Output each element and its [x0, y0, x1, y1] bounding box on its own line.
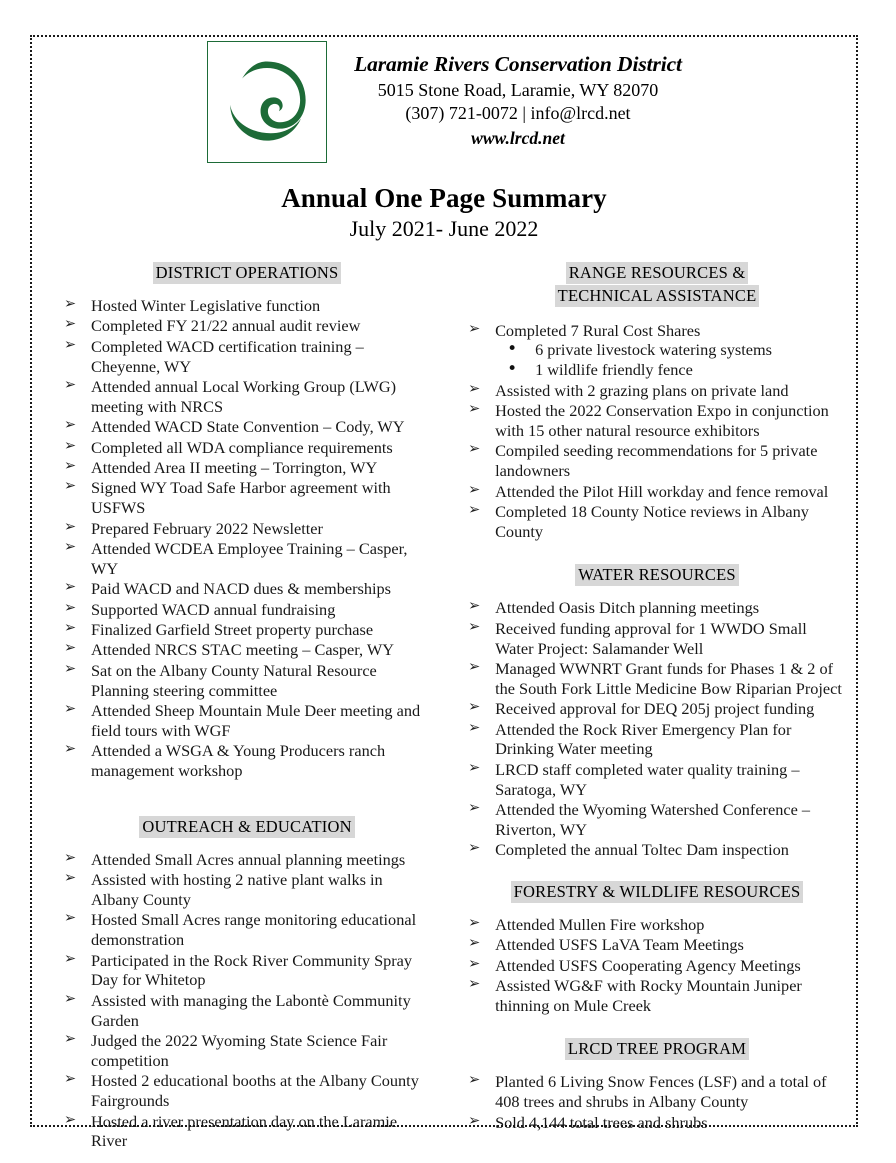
page-subtitle: July 2021- June 2022	[349, 216, 539, 241]
organization-contact-block	[343, 39, 693, 151]
list-item: ➢ Completed the annual Toltec Dam inspection	[466, 840, 848, 860]
list-item: ➢ Received funding approval for 1 WWDO Small Water Project: Salamander Well	[466, 619, 848, 659]
list-item: ➢ Attended USFS Cooperating Agency Meetings	[466, 956, 848, 976]
right-column	[436, 262, 852, 1152]
section-header-district-operations	[62, 262, 432, 283]
list-item: ➢ Hosted the 2022 Conservation Expo in conjunction with 15 other natural resource exhibitors	[466, 401, 848, 441]
list-outreach-education	[62, 850, 432, 1152]
list-item: ➢ Supported WACD annual fundraising	[62, 600, 432, 620]
list-item: ➢ Attended Area II meeting – Torrington, WY	[62, 458, 432, 478]
section-header-range-resources	[466, 262, 848, 308]
section-title: FORESTRY & WILDLIFE RESOURCES	[511, 881, 804, 903]
list-item: ➢ Attended the Pilot Hill workday and fence removal	[466, 482, 848, 502]
section-spacer	[466, 1016, 848, 1038]
section-title-line-2: TECHNICAL ASSISTANCE	[555, 285, 760, 307]
list-item: ➢ Completed FY 21/22 annual audit review	[62, 316, 432, 336]
list-item: ➢ Managed WWNRT Grant funds for Phases 1 & 2 of the South Fork Little Medicine Bow Riparian Project	[466, 659, 848, 699]
list-item: ➢ Attended WACD State Convention – Cody, WY	[62, 417, 432, 437]
list-item: ➢ Attended NRCS STAC meeting – Casper, WY	[62, 640, 432, 660]
list-water-resources	[466, 598, 848, 860]
list-item	[466, 321, 848, 381]
section-title: WATER RESOURCES	[575, 564, 738, 586]
list-item: ➢ Attended Oasis Ditch planning meetings	[466, 598, 848, 618]
list-item: ➢ Assisted with managing the Labontè Community Garden	[62, 991, 432, 1031]
list-item: ➢ Paid WACD and NACD dues & memberships	[62, 579, 432, 599]
section-title-line-1: RANGE RESOURCES &	[566, 262, 749, 284]
organization-website[interactable]: www.lrcd.net	[471, 128, 565, 149]
organization-phone-email: (307) 721-0072 | info@lrcd.net	[405, 103, 631, 124]
list-forestry-wildlife	[466, 915, 848, 1016]
section-header-water-resources	[466, 564, 848, 585]
list-item: ➢ Signed WY Toad Safe Harbor agreement with USFWS	[62, 478, 432, 518]
list-item: ➢ Attended annual Local Working Group (LWG) meeting with NRCS	[62, 377, 432, 417]
title-block	[32, 183, 856, 242]
list-item: ➢ Received approval for DEQ 205j project funding	[466, 699, 848, 719]
list-item: ➢ Hosted 2 educational booths at the Albany County Fairgrounds	[62, 1071, 432, 1111]
list-item: ➢ Attended Mullen Fire workshop	[466, 915, 848, 935]
list-tree-program	[466, 1072, 848, 1132]
sub-list	[495, 340, 848, 380]
section-title: DISTRICT OPERATIONS	[153, 262, 342, 284]
content-columns	[32, 262, 856, 1152]
list-item: ➢ Attended the Rock River Emergency Plan for Drinking Water meeting	[466, 720, 848, 760]
document-page	[30, 35, 858, 1151]
list-item: ➢ Attended Sheep Mountain Mule Deer meeting and field tours with WGF	[62, 701, 432, 741]
organization-name: Laramie Rivers Conservation District	[354, 52, 682, 76]
list-item: ➢ Completed all WDA compliance requirements	[62, 438, 432, 458]
list-range-resources	[466, 321, 848, 542]
swirl-leaf-icon	[221, 56, 313, 148]
organization-logo	[207, 41, 327, 163]
list-item: ➢ Finalized Garfield Street property purchase	[62, 620, 432, 640]
list-item: ➢ Judged the 2022 Wyoming State Science Fair competition	[62, 1031, 432, 1071]
list-item: ➢ LRCD staff completed water quality training – Saratoga, WY	[466, 760, 848, 800]
list-item: ➢ Hosted a river presentation day on the Laramie River	[62, 1112, 432, 1152]
list-item: ➢ Participated in the Rock River Community Spray Day for Whitetop	[62, 951, 432, 991]
list-item: ➢ Hosted Winter Legislative function	[62, 296, 432, 316]
section-title: OUTREACH & EDUCATION	[139, 816, 354, 838]
section-header-outreach-education	[62, 816, 432, 837]
list-item: ➢ Attended the Wyoming Watershed Conference – Riverton, WY	[466, 800, 848, 840]
list-item: ➢ Compiled seeding recommendations for 5 private landowners	[466, 441, 848, 481]
list-item: ➢ Attended Small Acres annual planning meetings	[62, 850, 432, 870]
organization-address: 5015 Stone Road, Laramie, WY 82070	[377, 79, 659, 100]
list-item: ➢ Prepared February 2022 Newsletter	[62, 519, 432, 539]
list-item: ➢ Attended WCDEA Employee Training – Casper, WY	[62, 539, 432, 579]
section-header-forestry-wildlife	[466, 881, 848, 902]
list-district-operations	[62, 296, 432, 781]
page-title: Annual One Page Summary	[281, 183, 607, 213]
sub-list-item: • 1 wildlife friendly fence	[495, 360, 848, 380]
list-item: ➢ Attended USFS LaVA Team Meetings	[466, 935, 848, 955]
letterhead	[32, 37, 856, 163]
list-item: ➢ Planted 6 Living Snow Fences (LSF) and a total of 408 trees and shrubs in Albany County	[466, 1072, 848, 1112]
list-item: ➢ Sold 4,144 total trees and shrubs	[466, 1113, 848, 1133]
list-item: ➢ Completed WACD certification training – Cheyenne, WY	[62, 337, 432, 377]
list-item-text: Completed 7 Rural Cost Shares	[495, 320, 701, 340]
list-item: ➢ Assisted with hosting 2 native plant walks in Albany County	[62, 870, 432, 910]
list-item: ➢ Hosted Small Acres range monitoring educational demonstration	[62, 910, 432, 950]
section-spacer	[466, 861, 848, 881]
section-header-tree-program	[466, 1038, 848, 1059]
left-column	[36, 262, 436, 1152]
sub-list-item: • 6 private livestock watering systems	[495, 340, 848, 360]
section-spacer	[466, 542, 848, 564]
list-item: ➢ Completed 18 County Notice reviews in Albany County	[466, 502, 848, 542]
section-spacer	[62, 782, 432, 816]
list-item: ➢ Assisted WG&F with Rocky Mountain Juniper thinning on Mule Creek	[466, 976, 848, 1016]
section-title: LRCD TREE PROGRAM	[565, 1038, 749, 1060]
list-item: ➢ Assisted with 2 grazing plans on private land	[466, 381, 848, 401]
list-item: ➢ Sat on the Albany County Natural Resource Planning steering committee	[62, 661, 432, 701]
list-item: ➢ Attended a WSGA & Young Producers ranch management workshop	[62, 741, 432, 781]
